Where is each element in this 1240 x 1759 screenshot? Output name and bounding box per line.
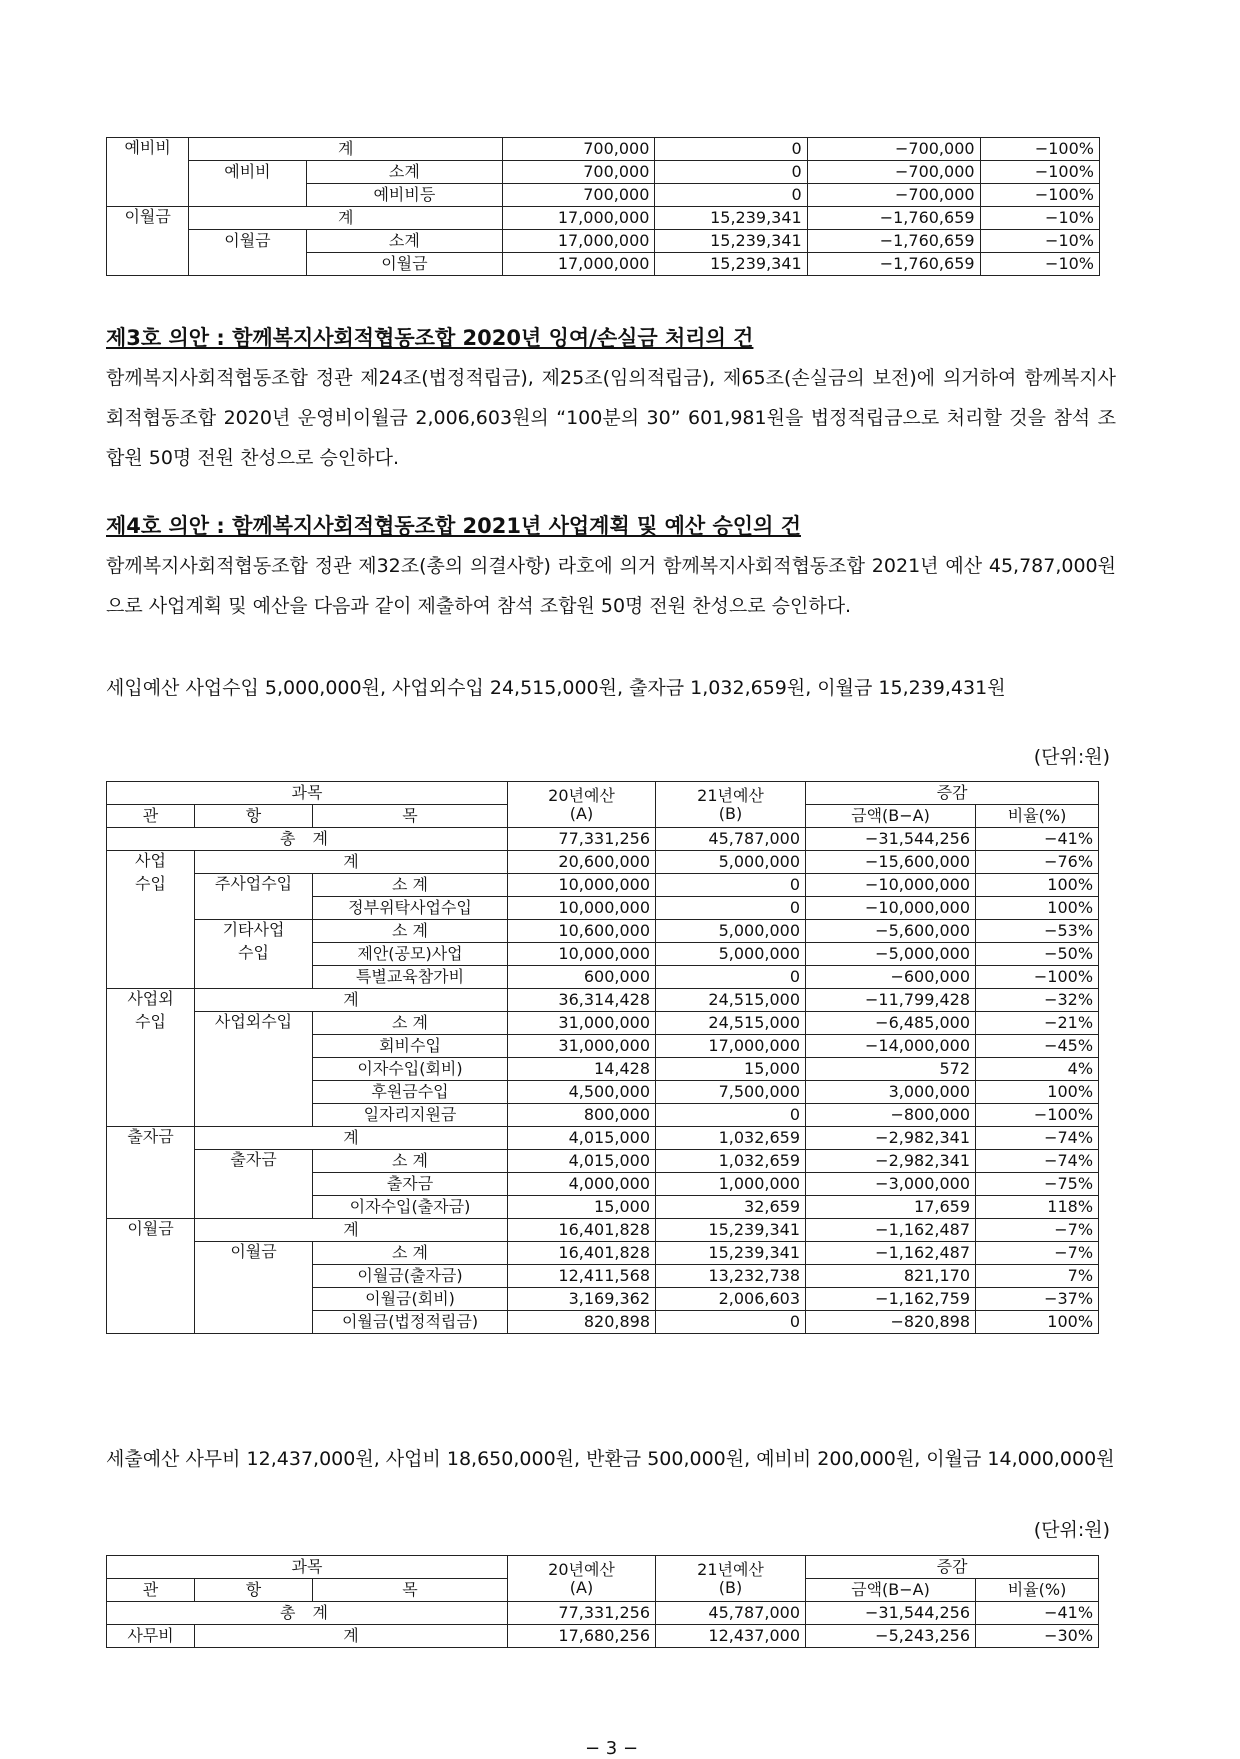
hang-cell	[195, 1081, 313, 1104]
exp-total-diff: −31,544,256	[806, 1602, 976, 1625]
ratio: −10%	[980, 253, 1099, 276]
gwan-cell	[107, 1196, 195, 1219]
amount-diff: 821,170	[806, 1265, 976, 1288]
amount-diff: −1,760,659	[807, 230, 980, 253]
agenda3-body: 함께복지사회적협동조합 정관 제24조(법정적립금), 제25조(임의적립금), 제65조(손실금의 보전)에 의거하여 함께복지사회적협동조합 2020년 운영비이월금 2,006,603원의 “100분의 30” 601,981원을 법정적립금으로 처리할 것을 참석 조합원 50명 전원 찬성으로 승인하다.	[106, 367, 1116, 469]
table-row	[107, 1311, 1099, 1334]
total-b: 45,787,000	[656, 828, 806, 851]
header-diff: 증감	[806, 782, 1099, 805]
hang-cell	[195, 966, 313, 989]
ratio: −100%	[980, 138, 1099, 161]
amount-diff: −11,799,428	[806, 989, 976, 1012]
mok-cell: 회비수입	[313, 1035, 508, 1058]
exp-header-hang: 항	[195, 1579, 313, 1602]
gwan-cell	[107, 1035, 195, 1058]
amount-diff: −3,000,000	[806, 1173, 976, 1196]
hang-cell	[195, 1104, 313, 1127]
gwan-cell: 수입	[107, 874, 195, 897]
amount-b: 0	[655, 184, 807, 207]
mok-cell: 이월금(출자금)	[313, 1265, 508, 1288]
amount-diff: 3,000,000	[806, 1081, 976, 1104]
mok-cell: 소 계	[313, 1012, 508, 1035]
ratio: −74%	[976, 1150, 1099, 1173]
hang-cell	[195, 1196, 313, 1219]
header-y21: 21년예산 (B)	[656, 782, 806, 828]
gwan-cell	[107, 966, 195, 989]
gwan-cell: 수입	[107, 1012, 195, 1035]
amount-b: 32,659	[656, 1196, 806, 1219]
amount-diff: −2,982,341	[806, 1150, 976, 1173]
gwan-cell	[107, 1104, 195, 1127]
exp-header-gwan: 관	[107, 1579, 195, 1602]
gwan-cell: 예비비	[107, 138, 189, 161]
page-number: − 3 −	[585, 1738, 639, 1759]
mok-cell: 이월금(법정적립금)	[313, 1311, 508, 1334]
amount-a: 10,000,000	[508, 897, 656, 920]
mok-cell: 출자금	[313, 1173, 508, 1196]
table-row	[107, 230, 1100, 253]
table-row	[107, 1012, 1099, 1035]
ratio: −100%	[976, 966, 1099, 989]
ratio: 4%	[976, 1058, 1099, 1081]
gwan-cell	[107, 161, 189, 184]
hang-cell	[195, 1035, 313, 1058]
hang-cell	[195, 1058, 313, 1081]
amount-b: 1,032,659	[656, 1150, 806, 1173]
mok-cell: 소 계	[313, 1242, 508, 1265]
amount-diff: −1,760,659	[807, 207, 980, 230]
ratio: −10%	[980, 230, 1099, 253]
gwan-cell	[107, 184, 189, 207]
ratio: 118%	[976, 1196, 1099, 1219]
ratio: −53%	[976, 920, 1099, 943]
exp-header-y20: 20년예산 (A)	[508, 1556, 656, 1602]
gwan-cell	[107, 943, 195, 966]
amount-diff: 572	[806, 1058, 976, 1081]
exp-header-diff: 증감	[806, 1556, 1099, 1579]
gwan-cell	[107, 1311, 195, 1334]
income-summary: 세입예산 사업수입 5,000,000원, 사업외수입 24,515,000원, 출자금 1,032,659원, 이월금 15,239,431원	[106, 677, 1006, 699]
amount-b: 12,437,000	[656, 1625, 806, 1648]
exp-header-mok: 목	[313, 1579, 508, 1602]
table-row	[107, 966, 1099, 989]
table-row	[107, 1035, 1099, 1058]
amount-b: 15,239,341	[655, 230, 807, 253]
hang-cell: 기타사업	[195, 920, 313, 943]
header-gwan: 관	[107, 805, 195, 828]
amount-a: 700,000	[503, 161, 655, 184]
table-row	[107, 161, 1100, 184]
table-row	[107, 1104, 1099, 1127]
hang-cell	[195, 1311, 313, 1334]
gwan-cell: 사무비	[107, 1625, 195, 1648]
ratio: −7%	[976, 1242, 1099, 1265]
ratio: −50%	[976, 943, 1099, 966]
income-budget-table	[106, 781, 1099, 1334]
gwan-cell	[107, 1288, 195, 1311]
table-row	[107, 1058, 1099, 1081]
ratio: −75%	[976, 1173, 1099, 1196]
table-row	[107, 1242, 1099, 1265]
amount-b: 0	[655, 161, 807, 184]
ratio: −32%	[976, 989, 1099, 1012]
amount-a: 700,000	[503, 138, 655, 161]
mok-cell: 소계	[306, 161, 503, 184]
ratio: 100%	[976, 1081, 1099, 1104]
amount-a: 36,314,428	[508, 989, 656, 1012]
gwan-cell	[107, 1150, 195, 1173]
amount-diff: −15,600,000	[806, 851, 976, 874]
hang-cell	[195, 1288, 313, 1311]
exp-total-label: 총 계	[107, 1602, 508, 1625]
exp-header-gwamok: 과목	[107, 1556, 508, 1579]
table-row	[107, 1127, 1099, 1150]
amount-a: 4,015,000	[508, 1127, 656, 1150]
hang-cell	[189, 184, 306, 207]
amount-diff: −1,162,487	[806, 1242, 976, 1265]
hang-cell: 이월금	[195, 1242, 313, 1265]
agenda4-heading: 제4호 의안 : 함께복지사회적협동조합 2021년 사업계획 및 예산 승인의 건	[106, 514, 801, 538]
mok-cell: 이자수입(회비)	[313, 1058, 508, 1081]
table-row	[107, 253, 1100, 276]
mok-cell: 이월금	[306, 253, 503, 276]
table-row	[107, 874, 1099, 897]
gwan-cell: 사업외	[107, 989, 195, 1012]
header-ratio: 비율(%)	[976, 805, 1099, 828]
amount-a: 14,428	[508, 1058, 656, 1081]
amount-a: 600,000	[508, 966, 656, 989]
mok-cell: 계	[189, 138, 503, 161]
expense-summary: 세출예산 사무비 12,437,000원, 사업비 18,650,000원, 반환금 500,000원, 예비비 200,000원, 이월금 14,000,000원	[106, 1448, 1115, 1470]
amount-b: 24,515,000	[656, 1012, 806, 1035]
amount-b: 0	[655, 138, 807, 161]
mok-cell: 계	[195, 989, 508, 1012]
mok-cell: 제안(공모)사업	[313, 943, 508, 966]
ratio: −100%	[980, 184, 1099, 207]
gwan-cell	[107, 230, 189, 253]
mok-cell: 계	[195, 1219, 508, 1242]
ratio: 100%	[976, 1311, 1099, 1334]
ratio: −100%	[976, 1104, 1099, 1127]
amount-diff: −700,000	[807, 184, 980, 207]
amount-a: 10,000,000	[508, 874, 656, 897]
amount-a: 700,000	[503, 184, 655, 207]
amount-diff: −5,600,000	[806, 920, 976, 943]
exp-total-ratio: −41%	[976, 1602, 1099, 1625]
hang-cell: 예비비	[189, 161, 306, 184]
amount-b: 0	[656, 897, 806, 920]
ratio: −21%	[976, 1012, 1099, 1035]
amount-a: 10,000,000	[508, 943, 656, 966]
amount-a: 31,000,000	[508, 1035, 656, 1058]
amount-b: 1,032,659	[656, 1127, 806, 1150]
amount-b: 13,232,738	[656, 1265, 806, 1288]
total-ratio: −41%	[976, 828, 1099, 851]
gwan-cell	[107, 1081, 195, 1104]
ratio: −7%	[976, 1219, 1099, 1242]
amount-a: 17,000,000	[503, 253, 655, 276]
exp-total-b: 45,787,000	[656, 1602, 806, 1625]
mok-cell: 일자리지원금	[313, 1104, 508, 1127]
mok-cell: 이자수입(출자금)	[313, 1196, 508, 1219]
amount-a: 4,015,000	[508, 1150, 656, 1173]
amount-diff: −5,000,000	[806, 943, 976, 966]
mok-cell: 후원금수입	[313, 1081, 508, 1104]
header-mok: 목	[313, 805, 508, 828]
gwan-cell	[107, 253, 189, 276]
amount-b: 1,000,000	[656, 1173, 806, 1196]
header-y20: 20년예산 (A)	[508, 782, 656, 828]
total-label: 총 계	[107, 828, 508, 851]
table-row	[107, 920, 1099, 943]
table-row	[107, 1081, 1099, 1104]
table-row	[107, 138, 1100, 161]
amount-b: 2,006,603	[656, 1288, 806, 1311]
amount-b: 15,239,341	[655, 253, 807, 276]
hang-cell	[195, 1173, 313, 1196]
amount-a: 4,000,000	[508, 1173, 656, 1196]
amount-a: 800,000	[508, 1104, 656, 1127]
ratio: 100%	[976, 897, 1099, 920]
amount-a: 15,000	[508, 1196, 656, 1219]
hang-cell: 사업외수입	[195, 1012, 313, 1035]
gwan-cell: 이월금	[107, 207, 189, 230]
table-row	[107, 184, 1100, 207]
amount-diff: −1,162,487	[806, 1219, 976, 1242]
amount-diff: −1,162,759	[806, 1288, 976, 1311]
header-gwamok: 과목	[107, 782, 508, 805]
amount-b: 15,239,341	[655, 207, 807, 230]
hang-cell	[195, 897, 313, 920]
mok-cell: 소계	[306, 230, 503, 253]
amount-a: 16,401,828	[508, 1219, 656, 1242]
unit-label: (단위:원)	[1033, 746, 1110, 768]
gwan-cell: 출자금	[107, 1127, 195, 1150]
ratio: −74%	[976, 1127, 1099, 1150]
hang-cell: 주사업수입	[195, 874, 313, 897]
amount-a: 12,411,568	[508, 1265, 656, 1288]
amount-b: 0	[656, 1104, 806, 1127]
gwan-cell	[107, 897, 195, 920]
amount-b: 5,000,000	[656, 920, 806, 943]
table-row	[107, 1150, 1099, 1173]
agenda3-heading: 제3호 의안 : 함께복지사회적협동조합 2020년 잉여/손실금 처리의 건	[106, 326, 754, 350]
header-amt: 금액(B−A)	[806, 805, 976, 828]
table-row	[107, 1219, 1099, 1242]
amount-b: 0	[656, 966, 806, 989]
amount-b: 5,000,000	[656, 851, 806, 874]
mok-cell: 소 계	[313, 874, 508, 897]
ratio: 100%	[976, 874, 1099, 897]
amount-diff: −2,982,341	[806, 1127, 976, 1150]
amount-a: 20,600,000	[508, 851, 656, 874]
table-row	[107, 851, 1099, 874]
amount-a: 31,000,000	[508, 1012, 656, 1035]
amount-diff: −800,000	[806, 1104, 976, 1127]
table-row	[107, 1265, 1099, 1288]
unit-label-2: (단위:원)	[1033, 1519, 1110, 1541]
table-row	[107, 1288, 1099, 1311]
ratio: −30%	[976, 1625, 1099, 1648]
table-row	[107, 1173, 1099, 1196]
amount-b: 17,000,000	[656, 1035, 806, 1058]
hang-cell: 수입	[195, 943, 313, 966]
amount-diff: −10,000,000	[806, 874, 976, 897]
gwan-cell	[107, 1242, 195, 1265]
amount-diff: −600,000	[806, 966, 976, 989]
amount-diff: −5,243,256	[806, 1625, 976, 1648]
hang-cell	[195, 1265, 313, 1288]
amount-b: 15,000	[656, 1058, 806, 1081]
exp-total-a: 77,331,256	[508, 1602, 656, 1625]
amount-diff: −700,000	[807, 138, 980, 161]
exp-header-ratio: 비율(%)	[976, 1579, 1099, 1602]
table-row	[107, 1196, 1099, 1219]
expense-budget-table	[106, 1555, 1099, 1648]
amount-b: 7,500,000	[656, 1081, 806, 1104]
mok-cell: 계	[189, 207, 503, 230]
gwan-cell	[107, 1265, 195, 1288]
amount-diff: −820,898	[806, 1311, 976, 1334]
amount-diff: −700,000	[807, 161, 980, 184]
ratio: −45%	[976, 1035, 1099, 1058]
amount-a: 16,401,828	[508, 1242, 656, 1265]
mok-cell: 계	[195, 1625, 508, 1648]
gwan-cell: 이월금	[107, 1219, 195, 1242]
gwan-cell	[107, 920, 195, 943]
amount-b: 0	[656, 1311, 806, 1334]
amount-diff: 17,659	[806, 1196, 976, 1219]
amount-diff: −6,485,000	[806, 1012, 976, 1035]
ratio: −37%	[976, 1288, 1099, 1311]
mok-cell: 소 계	[313, 1150, 508, 1173]
mok-cell: 소 계	[313, 920, 508, 943]
hang-cell: 이월금	[189, 230, 306, 253]
gwan-cell	[107, 1058, 195, 1081]
header-hang: 항	[195, 805, 313, 828]
amount-a: 820,898	[508, 1311, 656, 1334]
amount-b: 15,239,341	[656, 1219, 806, 1242]
table-row	[107, 1625, 1099, 1648]
hang-cell: 출자금	[195, 1150, 313, 1173]
amount-b: 15,239,341	[656, 1242, 806, 1265]
ratio: −10%	[980, 207, 1099, 230]
amount-a: 17,680,256	[508, 1625, 656, 1648]
amount-b: 5,000,000	[656, 943, 806, 966]
amount-a: 17,000,000	[503, 230, 655, 253]
prev-budget-table-tail	[106, 137, 1100, 276]
amount-a: 4,500,000	[508, 1081, 656, 1104]
agenda4-body: 함께복지사회적협동조합 정관 제32조(총의 의결사항) 라호에 의거 함께복지사회적협동조합 2021년 예산 45,787,000원으로 사업계획 및 예산을 다음과 같이 제출하여 참석 조합원 50명 전원 찬성으로 승인하다.	[106, 555, 1116, 617]
gwan-cell	[107, 1173, 195, 1196]
mok-cell: 특별교육참가비	[313, 966, 508, 989]
total-diff: −31,544,256	[806, 828, 976, 851]
exp-header-amt: 금액(B−A)	[806, 1579, 976, 1602]
mok-cell: 이월금(회비)	[313, 1288, 508, 1311]
table-row	[107, 989, 1099, 1012]
ratio: −76%	[976, 851, 1099, 874]
amount-diff: −14,000,000	[806, 1035, 976, 1058]
amount-a: 10,600,000	[508, 920, 656, 943]
amount-b: 0	[656, 874, 806, 897]
gwan-cell: 사업	[107, 851, 195, 874]
mok-cell: 정부위탁사업수입	[313, 897, 508, 920]
table-row	[107, 943, 1099, 966]
ratio: −100%	[980, 161, 1099, 184]
amount-a: 17,000,000	[503, 207, 655, 230]
table-row	[107, 207, 1100, 230]
amount-diff: −1,760,659	[807, 253, 980, 276]
table-row	[107, 897, 1099, 920]
ratio: 7%	[976, 1265, 1099, 1288]
amount-b: 24,515,000	[656, 989, 806, 1012]
mok-cell: 계	[195, 851, 508, 874]
amount-a: 3,169,362	[508, 1288, 656, 1311]
hang-cell	[189, 253, 306, 276]
total-a: 77,331,256	[508, 828, 656, 851]
exp-header-y21: 21년예산 (B)	[656, 1556, 806, 1602]
amount-diff: −10,000,000	[806, 897, 976, 920]
mok-cell: 계	[195, 1127, 508, 1150]
mok-cell: 예비비등	[306, 184, 503, 207]
